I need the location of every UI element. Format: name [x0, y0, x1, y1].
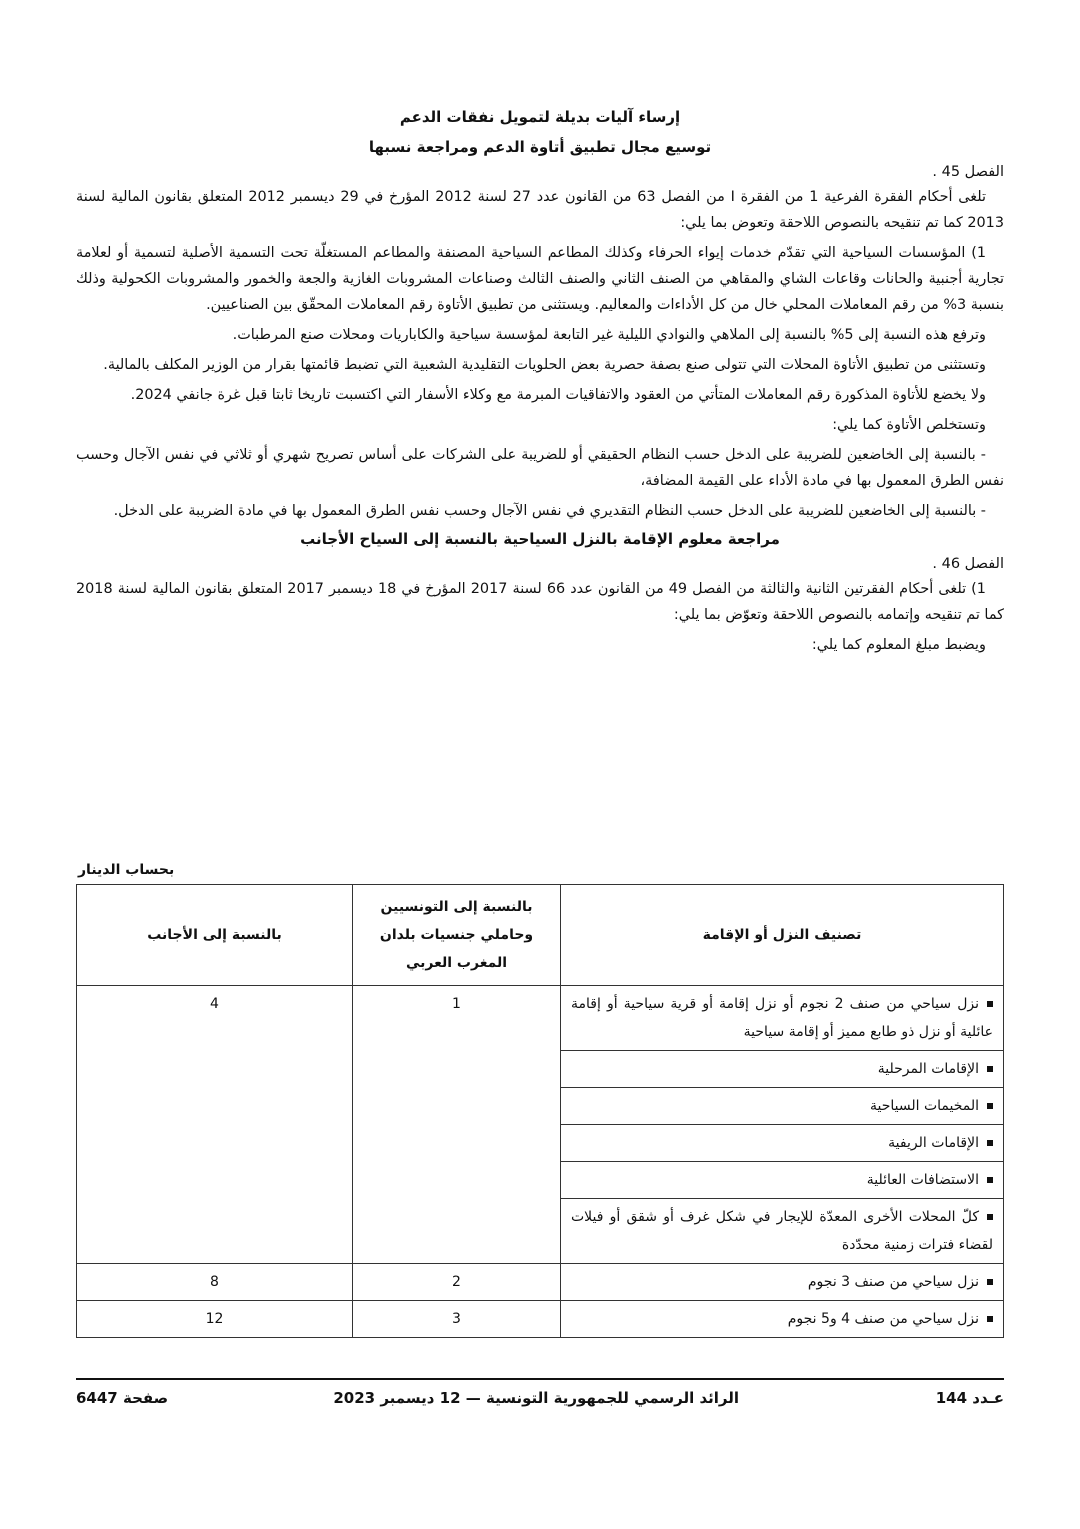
article-45-paragraph: 1) المؤسسات السياحية التي تقدّم خدمات إيواء الحرفاء وكذلك المطاعم السياحية المصنفة والمطاعم المستغلّة تحت التسمية الأصلية لتسمية أو لعلامة تجارية أجنبية والحانات وقاعات الشاي والمقاهي من الصنف الثاني والصنف الثالث وصناعات المشروبات الغازية والجعة والخمور والمشروبات الكحولية وذلك بنسبة 3% من رقم المعاملات المحلي خال من كل الأداءات والمعاليم. ويستثنى من تطبيق الأتاوة رقم المعاملات المحقّق بين الصناعيين.: [76, 245, 1004, 313]
square-bullet-icon: [987, 1001, 993, 1007]
item-label: نزل سياحي من صنف 4 و5 نجوم: [787, 1311, 979, 1327]
table-cell-item: [561, 1264, 1004, 1301]
section-heading-3: مراجعة معلوم الإقامة بالنزل السياحية بالنسبة إلى السياح الأجانب: [300, 530, 780, 548]
fee-table: [76, 884, 1004, 1338]
page-footer: [76, 1389, 1004, 1413]
header-tunisians: بالنسبة إلى التونسيين وحاملي جنسيات بلدان المغرب العربي: [353, 885, 561, 986]
square-bullet-icon: [987, 1279, 993, 1285]
table-cell-item: [561, 1162, 1004, 1199]
journal-title: الرائد الرسمي للجمهورية التونسية — 12 ديسمبر 2023: [333, 1389, 739, 1407]
article-45-paragraph: تلغى أحكام الفقرة الفرعية 1 من الفقرة I من الفصل 63 من القانون عدد 27 لسنة 2012 المؤرخ في 29 ديسمبر 2012 المتعلق بقانون المالية لسنة 2013 كما تم تنقيحه بالنصوص اللاحقة وتعوض بما يلي:: [76, 189, 1004, 231]
table-cell-item: [561, 1301, 1004, 1338]
item-label: المخيمات السياحية: [869, 1098, 979, 1114]
table-unit-label: بحساب الدينار: [78, 862, 175, 878]
square-bullet-icon: [987, 1103, 993, 1109]
article-46-paragraph: 1) تلغى أحكام الفقرتين الثانية والثالثة من الفصل 49 من القانون عدد 66 لسنة 2017 المؤرخ في 18 ديسمبر 2017 المتعلق بقانون المالية لسنة 2018 كما تم تنقيحه وإتمامه بالنصوص اللاحقة وتعوّض بما يلي:: [76, 581, 1004, 623]
item-label: الإقامات الريفية: [888, 1135, 979, 1151]
header-classification: تصنيف النزل أو الإقامة: [561, 885, 1004, 986]
item-label: الإقامات المرحلية: [877, 1061, 979, 1077]
square-bullet-icon: [987, 1316, 993, 1322]
table-cell-foreigners: 12: [77, 1301, 353, 1338]
section-heading-1: إرساء آليات بديلة لتمويل نفقات الدعم: [399, 108, 681, 126]
item-label: الاستضافات العائلية: [866, 1172, 979, 1188]
main-content: [76, 108, 1004, 662]
article-46-paragraph: ويضبط مبلغ المعلوم كما يلي:: [811, 637, 986, 653]
table-cell-tunisians: 1: [353, 986, 561, 1264]
table-cell-item: [561, 1125, 1004, 1162]
article-45-paragraph: وتستخلص الأتاوة كما يلي:: [832, 417, 986, 433]
table-row: [77, 1301, 1004, 1338]
square-bullet-icon: [987, 1214, 993, 1220]
square-bullet-icon: [987, 1140, 993, 1146]
issue-number: عـدد 144: [935, 1389, 1004, 1407]
table-cell-item: [561, 986, 1004, 1051]
table-cell-item: [561, 1088, 1004, 1125]
square-bullet-icon: [987, 1177, 993, 1183]
article-45-title: الفصل 45 .: [932, 164, 1004, 180]
table-cell-foreigners: 8: [77, 1264, 353, 1301]
table-header-row: [77, 885, 1004, 986]
section-heading-2: توسيع مجال تطبيق أتاوة الدعم ومراجعة نسبها: [368, 138, 712, 156]
footer-divider: [76, 1378, 1004, 1380]
article-45-paragraph: وتستثنى من تطبيق الأتاوة المحلات التي تتولى صنع بصفة حصرية بعض الحلويات التقليدية الشعبية التي تضبط قائمتها بقرار من الوزير المكلف بالمالية.: [103, 357, 986, 373]
header-foreigners: بالنسبة إلى الأجانب: [77, 885, 353, 986]
item-label: كلّ المحلات الأخرى المعدّة للإيجار في شكل غرف أو شقق أو فيلات لقضاء فترات زمنية محدّدة: [571, 1209, 993, 1253]
table-cell-item: [561, 1051, 1004, 1088]
article-45-bullet: - بالنسبة إلى الخاضعين للضريبة على الدخل حسب النظام الحقيقي أو للضريبة على الشركات على أساس تصريح شهري أو ثلاثي في نفس الآجال وحسب نفس الطرق المعمول بها في مادة الأداء على القيمة المضافة،: [76, 447, 1004, 489]
page-number: صفحة 6447: [76, 1389, 169, 1407]
article-45-bullet: - بالنسبة إلى الخاضعين للضريبة على الدخل حسب النظام التقديري في نفس الآجال وحسب نفس الطرق المعمول بها في مادة الضريبة على الدخل.: [113, 503, 986, 519]
table-cell-item: [561, 1199, 1004, 1264]
table-cell-foreigners: 4: [77, 986, 353, 1264]
article-46-title: الفصل 46 .: [932, 556, 1004, 572]
table-cell-tunisians: 2: [353, 1264, 561, 1301]
item-label: نزل سياحي من صنف 3 نجوم: [807, 1274, 979, 1290]
table-row: [77, 986, 1004, 1051]
table-cell-tunisians: 3: [353, 1301, 561, 1338]
article-45-paragraph: ولا يخضع للأتاوة المذكورة رقم المعاملات المتأتي من العقود والاتفاقيات المبرمة مع وكلاء الأسفار التي اكتسبت تاريخا ثابتا قبل غرة جانفي 2024.: [130, 387, 986, 403]
table-row: [77, 1264, 1004, 1301]
article-45-paragraph: وترفع هذه النسبة إلى 5% بالنسبة إلى الملاهي والنوادي الليلية غير التابعة لمؤسسة سياحية والكاباريات ومحلات صنع المرطبات.: [232, 327, 986, 343]
item-label: نزل سياحي من صنف 2 نجوم أو نزل إقامة أو قرية سياحية أو إقامة عائلية أو نزل ذو طابع مميز أو إقامة سياحية: [571, 996, 993, 1040]
square-bullet-icon: [987, 1066, 993, 1072]
